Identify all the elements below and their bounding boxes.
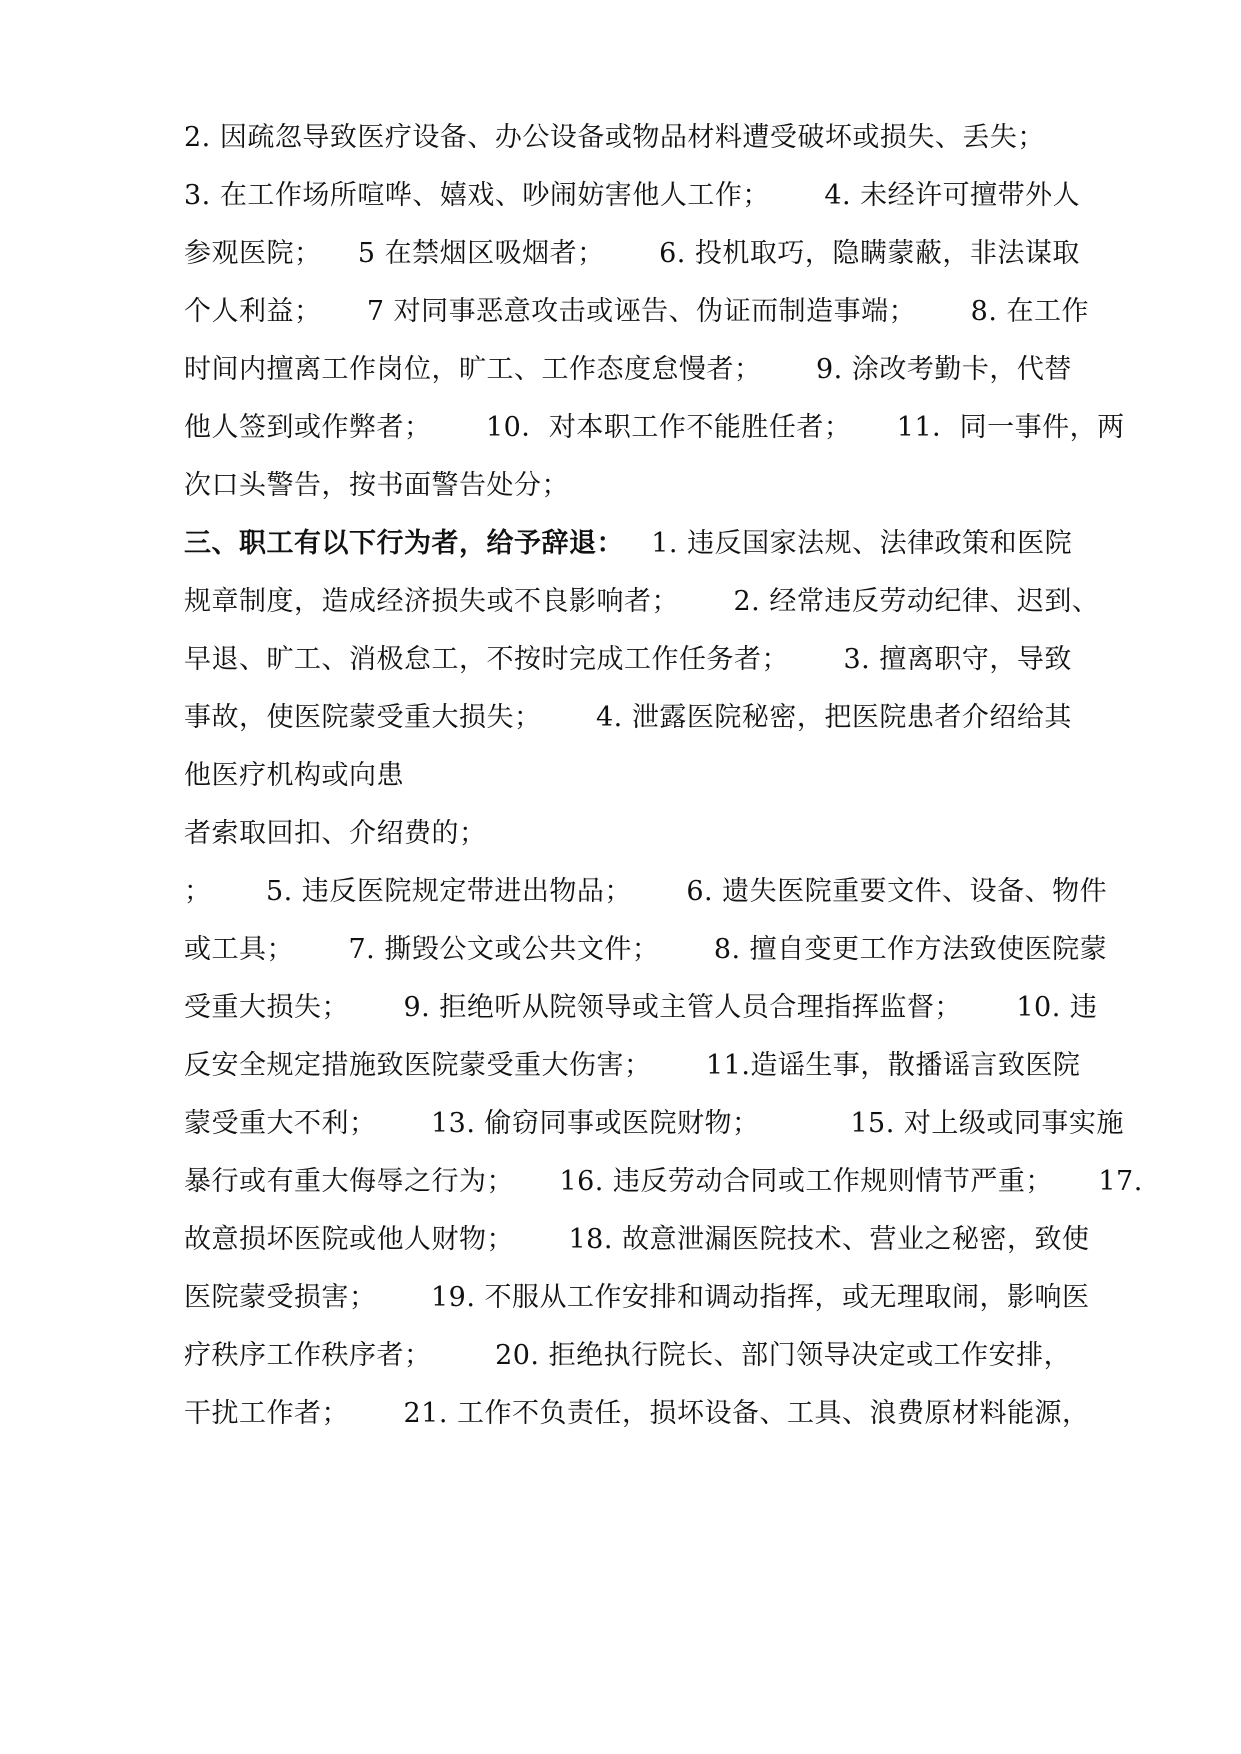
text-line: 3. 在工作场所喧哗、嬉戏、吵闹妨害他人工作； 4. 未经许可擅带外人 (184, 180, 1081, 211)
text-line: 时间内擅离工作岗位，旷工、工作态度怠慢者； 9. 涂改考勤卡，代替 (184, 354, 1072, 385)
text-line: 暴行或有重大侮辱之行为； 16. 违反劳动合同或工作规则情节严重； 17. (184, 1166, 1143, 1197)
text-line: 或工具； 7. 撕毁公文或公共文件； 8. 擅自变更工作方法致使医院蒙 (184, 934, 1108, 965)
text-line: 次口头警告，按书面警告处分； (184, 470, 569, 501)
text-line: 早退、旷工、消极怠工，不按时完成工作任务者； 3. 擅离职守，导致 (184, 644, 1072, 675)
text-line: 参观医院； 5 在禁烟区吸烟者； 6. 投机取巧，隐瞒蒙蔽，非法谋取 (184, 238, 1080, 269)
text-line: 规章制度，造成经济损失或不良影响者； 2. 经常违反劳动纪律、迟到、 (184, 586, 1100, 617)
text-line: 受重大损失； 9. 拒绝听从院领导或主管人员合理指挥监督； 10. 违 (184, 992, 1098, 1023)
text-line: 干扰工作者； 21. 工作不负责任，损坏设备、工具、浪费原材料能源， (184, 1398, 1090, 1429)
text-line: 2. 因疏忽导致医疗设备、办公设备或物品材料遭受破坏或损失、丢失； (184, 122, 1045, 153)
section-heading-continuation: 1. 违反国家法规、法律政策和医院 (624, 528, 1073, 559)
text-line: 者索取回扣、介绍费的； (184, 818, 487, 849)
section-heading-line (184, 524, 1072, 564)
text-line: 疗秩序工作秩序者； 20. 拒绝执行院长、部门领导决定或工作安排， (184, 1340, 1072, 1371)
text-line: 事故，使医院蒙受重大损失； 4. 泄露医院秘密，把医院患者介绍给其 (184, 702, 1072, 733)
text-line: 蒙受重大不利； 13. 偷窃同事或医院财物； 15. 对上级或同事实施 (184, 1108, 1124, 1139)
section-heading: 三、职工有以下行为者，给予辞退： (184, 528, 624, 559)
text-line: 医院蒙受损害； 19. 不服从工作安排和调动指挥，或无理取闹，影响医 (184, 1282, 1090, 1313)
text-line: 他人签到或作弊者； 10．对本职工作不能胜任者； 11．同一事件，两 (184, 412, 1125, 443)
text-line: 他医疗机构或向患 (184, 760, 404, 791)
text-line: 反安全规定措施致医院蒙受重大伤害； 11.造谣生事，散播谣言致医院 (184, 1050, 1081, 1081)
text-line: 个人利益； 7 对同事恶意攻击或诬告、伪证而制造事端； 8. 在工作 (184, 296, 1090, 327)
text-line: ； 5. 违反医院规定带进出物品； 6. 遗失医院重要文件、设备、物件 (184, 876, 1108, 907)
text-line: 故意损坏医院或他人财物； 18. 故意泄漏医院技术、营业之秘密，致使 (184, 1224, 1090, 1255)
